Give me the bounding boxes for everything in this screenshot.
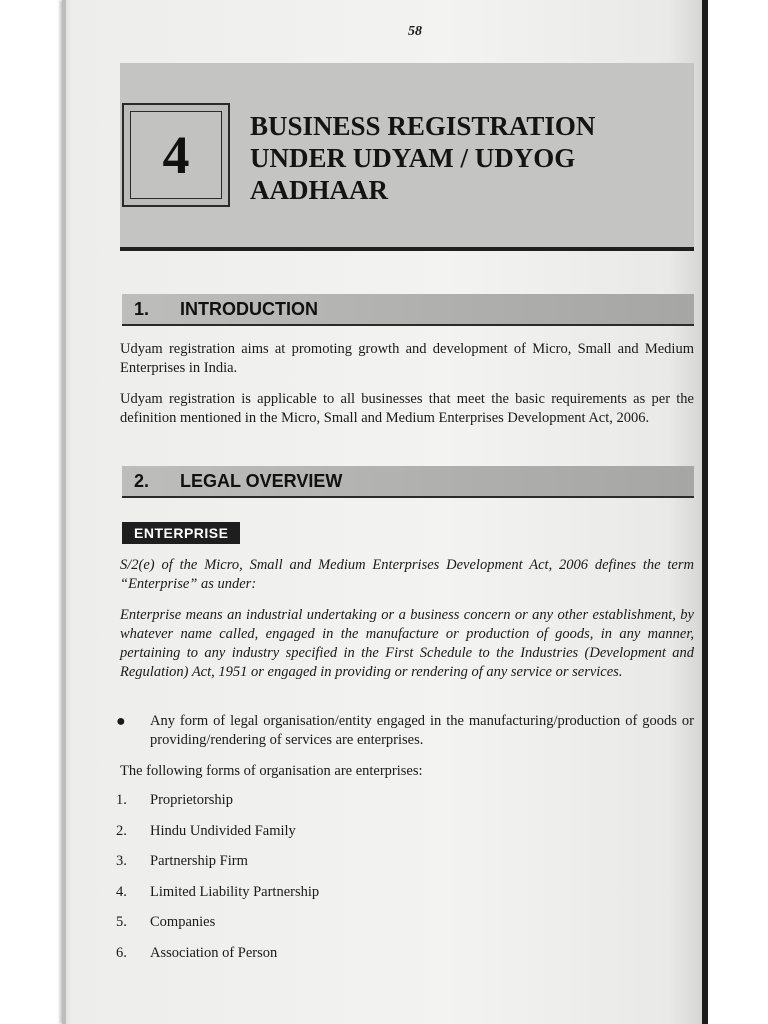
chapter-title-line: UNDER UDYAM / UDYOG (250, 143, 576, 173)
chapter-divider (120, 247, 694, 251)
section-heading-legal-overview (122, 466, 694, 498)
list-item: 3. Partnership Firm (116, 853, 248, 869)
section-number: 2. (134, 470, 150, 491)
list-intro: The following forms of organisation are enterprises: (120, 763, 423, 779)
bullet-dot-icon: ● (116, 713, 126, 730)
intro-paragraph: Udyam registration aims at promoting growth and development of Micro, Small and Medium Enterprises in India. (120, 341, 694, 376)
book-edge (702, 0, 708, 1024)
section-heading-introduction (122, 294, 694, 326)
section-title: LEGAL OVERVIEW (180, 470, 343, 491)
section-title: INTRODUCTION (180, 298, 318, 319)
chapter-number-box (122, 103, 230, 207)
list-item: 2. Hindu Undivided Family (116, 822, 296, 839)
page-gutter (62, 0, 66, 1024)
subheading-enterprise: ENTERPRISE (122, 522, 240, 544)
chapter-title-line: AADHAAR (250, 175, 388, 205)
statute-intro: S/2(e) of the Micro, Small and Medium Enterprises Development Act, 2006 defines the term “Enterprise” as under: (120, 557, 694, 592)
section-number: 1. (134, 298, 150, 319)
chapter-title (250, 110, 670, 206)
intro-paragraph: Udyam registration is applicable to all businesses that meet the basic requirements as per the definition mentioned in the Micro, Small and Medium Enterprises Development Act, 2006. (120, 391, 694, 426)
chapter-title-line: BUSINESS REGISTRATION (250, 111, 596, 141)
page-number: 58 (408, 24, 422, 39)
list-item: 4. Limited Liability Partnership (116, 883, 320, 900)
list-item: 1. Proprietorship (116, 792, 233, 808)
enterprise-definition: Enterprise means an industrial undertaking or a business concern or any other establishment, by whatever name called, engaged in the manufacture or production of goods, in any manner, pertaining to any industry specified in the First Schedule to the Industries (Development and Regulation) Act, 1951 or engaged in providing or rendering of any service or services. (120, 607, 694, 680)
list-item: 5. Companies (116, 914, 216, 930)
chapter-number: 4 (130, 111, 222, 199)
enterprise-forms-list (116, 792, 516, 975)
list-item: 6. Association of Person (116, 944, 278, 961)
bullet-text: Any form of legal organisation/entity engaged in the manufacturing/production of goods or providing/rendering of services are enterprises. (150, 713, 694, 748)
